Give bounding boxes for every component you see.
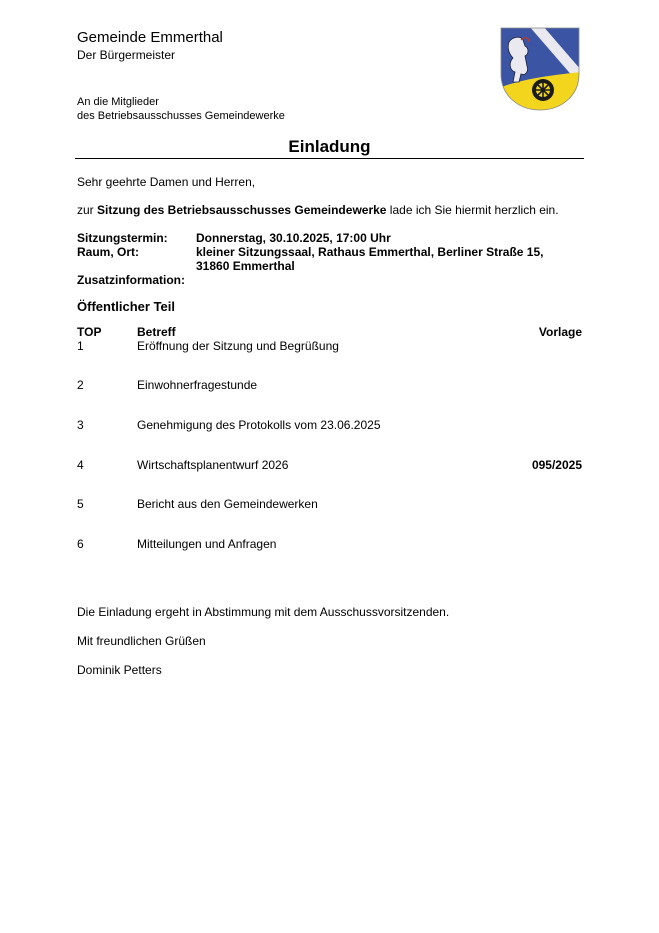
meeting-location-line-1: kleiner Sitzungssaal, Rathaus Emmerthal, Berliner Straße 15, <box>196 245 544 259</box>
agenda-item-subject: Mitteilungen und Anfragen <box>137 537 277 551</box>
intro-committee-name: Sitzung des Betriebsausschusses Gemeindewerke <box>97 203 387 217</box>
closing-note: Die Einladung ergeht in Abstimmung mit dem Ausschussvorsitzenden. <box>77 605 450 619</box>
intro-text-before: zur <box>77 203 98 217</box>
title-divider <box>75 158 584 159</box>
meeting-extra-info-label: Zusatzinformation: <box>77 273 185 287</box>
agenda-item-subject: Wirtschaftsplanentwurf 2026 <box>137 458 289 472</box>
agenda-item-subject: Eröffnung der Sitzung und Begrüßung <box>137 339 339 353</box>
agenda-item-number: 1 <box>77 339 84 353</box>
agenda-section-title: Öffentlicher Teil <box>77 299 175 314</box>
agenda-header-reference: Vorlage <box>538 325 582 339</box>
intro-paragraph <box>77 203 559 217</box>
agenda-header-top: TOP <box>77 325 102 339</box>
agenda-item-subject: Bericht aus den Gemeindewerken <box>137 497 318 511</box>
agenda-item-reference: 095/2025 <box>531 458 582 472</box>
meeting-date-label: Sitzungstermin: <box>77 231 168 245</box>
meeting-date-value: Donnerstag, 30.10.2025, 17:00 Uhr <box>196 231 391 245</box>
organization-name: Gemeinde Emmerthal <box>77 29 223 46</box>
agenda-item-subject: Einwohnerfragestunde <box>137 378 258 392</box>
agenda-item-number: 4 <box>77 458 84 472</box>
agenda-item-number: 2 <box>77 378 84 392</box>
document-title: Einladung <box>288 137 371 156</box>
agenda-item-subject: Genehmigung des Protokolls vom 23.06.2025 <box>137 418 381 432</box>
coat-of-arms-icon <box>499 26 581 112</box>
agenda-item-number: 3 <box>77 418 84 432</box>
meeting-location-line-2: 31860 Emmerthal <box>196 259 295 273</box>
salutation: Sehr geehrte Damen und Herren, <box>77 175 256 189</box>
signature-name: Dominik Petters <box>77 663 162 677</box>
agenda-header-subject: Betreff <box>137 325 176 339</box>
agenda-item-number: 5 <box>77 497 84 511</box>
recipient-line-2: des Betriebsausschusses Gemeindewerke <box>77 110 285 122</box>
closing-greeting: Mit freundlichen Grüßen <box>77 634 206 648</box>
intro-text-after: lade ich Sie hiermit herzlich ein. <box>386 203 559 217</box>
office-subtitle: Der Bürgermeister <box>77 48 176 62</box>
agenda-item-number: 6 <box>77 537 84 551</box>
recipient-line-1: An die Mitglieder <box>77 96 159 108</box>
meeting-location-label: Raum, Ort: <box>77 245 140 259</box>
